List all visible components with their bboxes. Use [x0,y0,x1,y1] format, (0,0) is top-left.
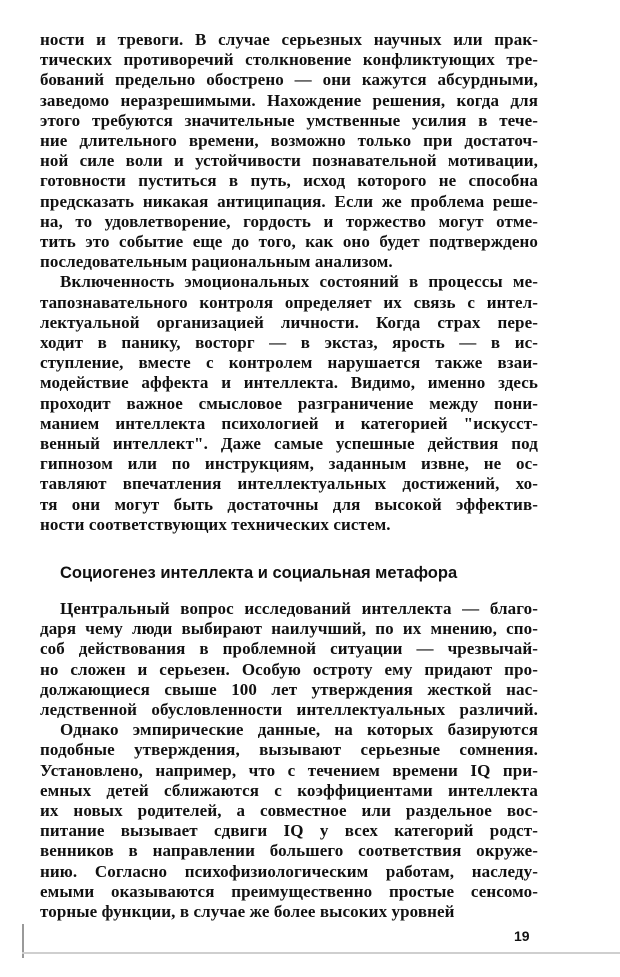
text-line: тить это событие еще до того, как оно будет подтверждено [40,232,538,251]
text-line: должающиеся свыше 100 лет утверждения жесткой нас- [40,679,538,699]
text-line: последовательным рациональным анализом. [40,252,393,272]
text-line: предсказать никакая антиципация. Если же проблема реше- [40,191,538,211]
text-line: Центральный вопрос исследований интеллекта — благо- [60,599,538,618]
page-number: 19 [514,928,530,945]
text-line: готовности пуститься в путь, исход которого не способна [40,171,538,191]
text-line: лектуальной организацией личности. Когда страх пере- [40,312,538,332]
text-line: Включенность эмоциональных состояний в процессы ме- [60,272,538,292]
text-line: даря чему люди выбирают наилучший, по их мнению, спо- [40,619,538,639]
text-line: но сложен и серьезен. Особую остроту ему придают про- [40,659,538,679]
text-line: гипнозом или по инструкциям, заданным извне, не ос- [40,454,538,474]
text-line: тапознавательного контроля определяет их связь с интел- [40,292,538,312]
text-line: ности соответствующих технических систем. [40,514,391,534]
text-line: ной силе воли и устойчивости познавательной мотивации, [40,151,538,171]
text-line: соб действования в проблемной ситуации — чрезвычай- [40,639,538,659]
text-line: ходит в панику, восторг — в экстаз, ярость — в ис- [40,333,538,352]
text-line: тавляют впечатления интеллектуальных достижений, хо- [40,474,538,494]
text-line: заведомо неразрешимыми. Нахождение решения, когда для [40,90,538,110]
text-line: проходит важное смысловое разграничение между пони- [40,393,538,413]
text-line: емных детей сближаются с коэффициентами интеллекта [40,780,538,800]
text-line: на, то удовлетворение, гордость и торжество могут отме- [40,211,538,231]
text-line: ние длительного времени, возможно только при достаточ- [40,131,538,150]
text-line: торные функции, в случае же более высоких уровней [40,902,455,921]
text-line: бований предельно обострено — они кажутся абсурдными, [40,70,538,90]
text-line: венный интеллект". Даже самые успешные действия под [40,434,538,453]
text-line: манием интеллекта психологией и категорией "искусст- [40,413,538,433]
text-line: Однако эмпирические данные, на которых базируются [60,720,538,740]
text-line: их новых родителей, а совместное или раздельное вос- [40,801,538,820]
text-line: модействие аффекта и интеллекта. Видимо, именно здесь [40,373,538,393]
text-line: тя они могут быть достаточны для высокой эффектив- [40,494,538,514]
text-line: подобные утверждения, вызывают серьезные сомнения. [40,740,538,760]
text-line: венников в направлении большего соответствия окруже- [40,841,538,861]
text-line: тических противоречий столкновение конфликтующих тре- [40,50,538,70]
text-line: ности и тревоги. В случае серьезных научных или прак- [40,30,538,49]
text-line: нию. Согласно психофизиологическим работам, наследу- [40,861,538,881]
text-line: этого требуются значительные умственные усилия в тече- [40,110,538,130]
text-line: Установлено, например, что с течением времени IQ при- [40,760,538,780]
text-line: ледственной обусловленности интеллектуальных различий. [40,700,538,719]
scan-edge-bottom [22,952,620,954]
section-heading: Социогенез интеллекта и социальная метафора [60,564,458,582]
text-line: питание вызывает сдвиги IQ у всех категорий родст- [40,821,538,841]
text-line: емыми оказываются преимущественно простые сенсомо- [40,881,538,901]
text-line: ступление, вместе с контролем нарушается также взаи- [40,353,538,373]
